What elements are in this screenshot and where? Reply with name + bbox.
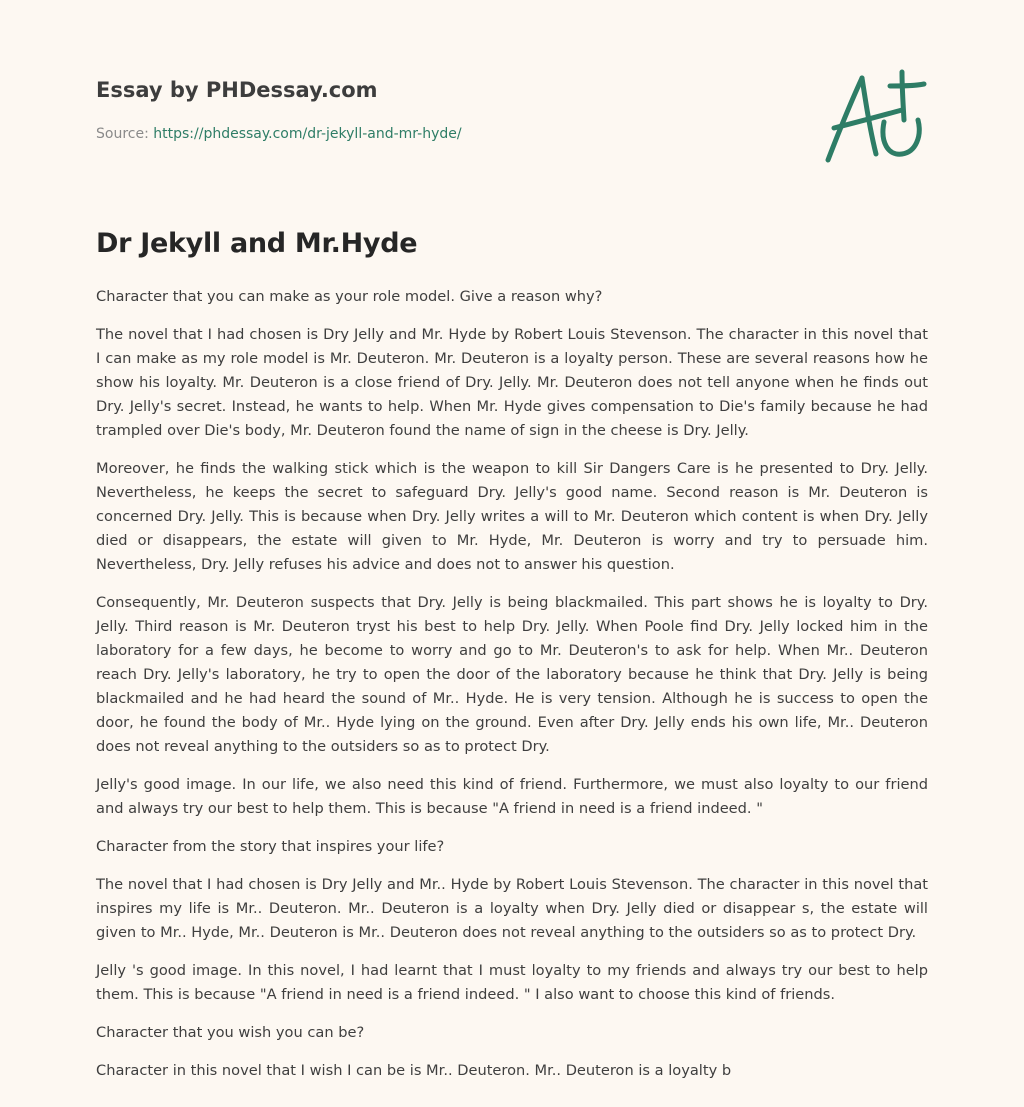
essay-paragraph: Jelly's good image. In our life, we also need this kind of friend. Furthermore, we must also loyalty to our friend and always try our best to help them. This is because "A friend in need is a friend indeed. " <box>96 776 928 817</box>
essay-paragraph: Character that you wish you can be? <box>96 1024 365 1041</box>
essay-paragraph: Moreover, he finds the walking stick which is the weapon to kill Sir Dangers Care is he presented to Dry. Jelly. Nevertheless, he keeps the secret to safeguard Dry. Jelly's good name. Second reason is Mr. Deuteron is concerned Dry. Jelly. This is because when Dry. Jelly writes a will to Mr. Deuteron which content is when Dry. Jelly died or disappears, the estate will given to Mr. Hyde, Mr. Deuteron is worry and try to persuade him. Nevertheless, Dry. Jelly refuses his advice and does not to answer his question. <box>96 460 928 573</box>
site-title: Essay by PHDessay.com <box>96 78 378 102</box>
essay-header <box>96 76 796 144</box>
source-link[interactable]: https://phdessay.com/dr-jekyll-and-mr-hyde/ <box>153 126 462 142</box>
source-line <box>96 124 796 144</box>
essay-paragraph: Character from the story that inspires your life? <box>96 838 445 855</box>
essay-paragraph: The novel that I had chosen is Dry Jelly and Mr. Hyde by Robert Louis Stevenson. The character in this novel that I can make as my role model is Mr. Deuteron. Mr. Deuteron is a loyalty person. These are several reasons how he show his loyalty. Mr. Deuteron is a close friend of Dry. Jelly. Mr. Deuteron does not tell anyone when he finds out Dry. Jelly's secret. Instead, he wants to help. When Mr. Hyde gives compensation to Die's family because he had trampled over Die's body, Mr. Deuteron found the name of sign in the cheese is Dry. Jelly. <box>96 326 928 439</box>
essay-title: Dr Jekyll and Mr.Hyde <box>96 228 418 259</box>
essay-paragraph: Jelly 's good image. In this novel, I had learnt that I must loyalty to my friends and always try our best to help them. This is because "A friend in need is a friend indeed. " I also want to choose this kind of friends. <box>96 962 928 1003</box>
essay-paragraph: The novel that I had chosen is Dry Jelly and Mr.. Hyde by Robert Louis Stevenson. The character in this novel that inspires my life is Mr.. Deuteron. Mr.. Deuteron is a loyalty when Dry. Jelly died or disappear s, the estate will given to Mr.. Hyde, Mr.. Deuteron is Mr.. Deuteron does not reveal anything to the outsiders so as to protect Dry. <box>96 876 928 941</box>
a-plus-logo-icon <box>818 64 930 168</box>
essay-paragraph: Character in this novel that I wish I can be is Mr.. Deuteron. Mr.. Deuteron is a loyalty b <box>96 1062 732 1079</box>
essay-paragraph: Consequently, Mr. Deuteron suspects that Dry. Jelly is being blackmailed. This part shows he is loyalty to Dry. Jelly. Third reason is Mr. Deuteron tryst his best to help Dry. Jelly. When Poole find Dry. Jelly locked him in the laboratory for a few days, he become to worry and go to Mr. Deuteron's to ask for help. When Mr.. Deuteron reach Dry. Jelly's laboratory, he try to open the door of the laboratory because he think that Dry. Jelly is being blackmailed and he had heard the sound of Mr.. Hyde. He is very tension. Although he is success to open the door, he found the body of Mr.. Hyde lying on the ground. Even after Dry. Jelly ends his own life, Mr.. Deuteron does not reveal anything to the outsiders so as to protect Dry. <box>96 594 928 755</box>
essay-paragraph: Character that you can make as your role model. Give a reason why? <box>96 288 603 305</box>
essay-body <box>96 285 928 1097</box>
source-label: Source: <box>96 126 149 142</box>
